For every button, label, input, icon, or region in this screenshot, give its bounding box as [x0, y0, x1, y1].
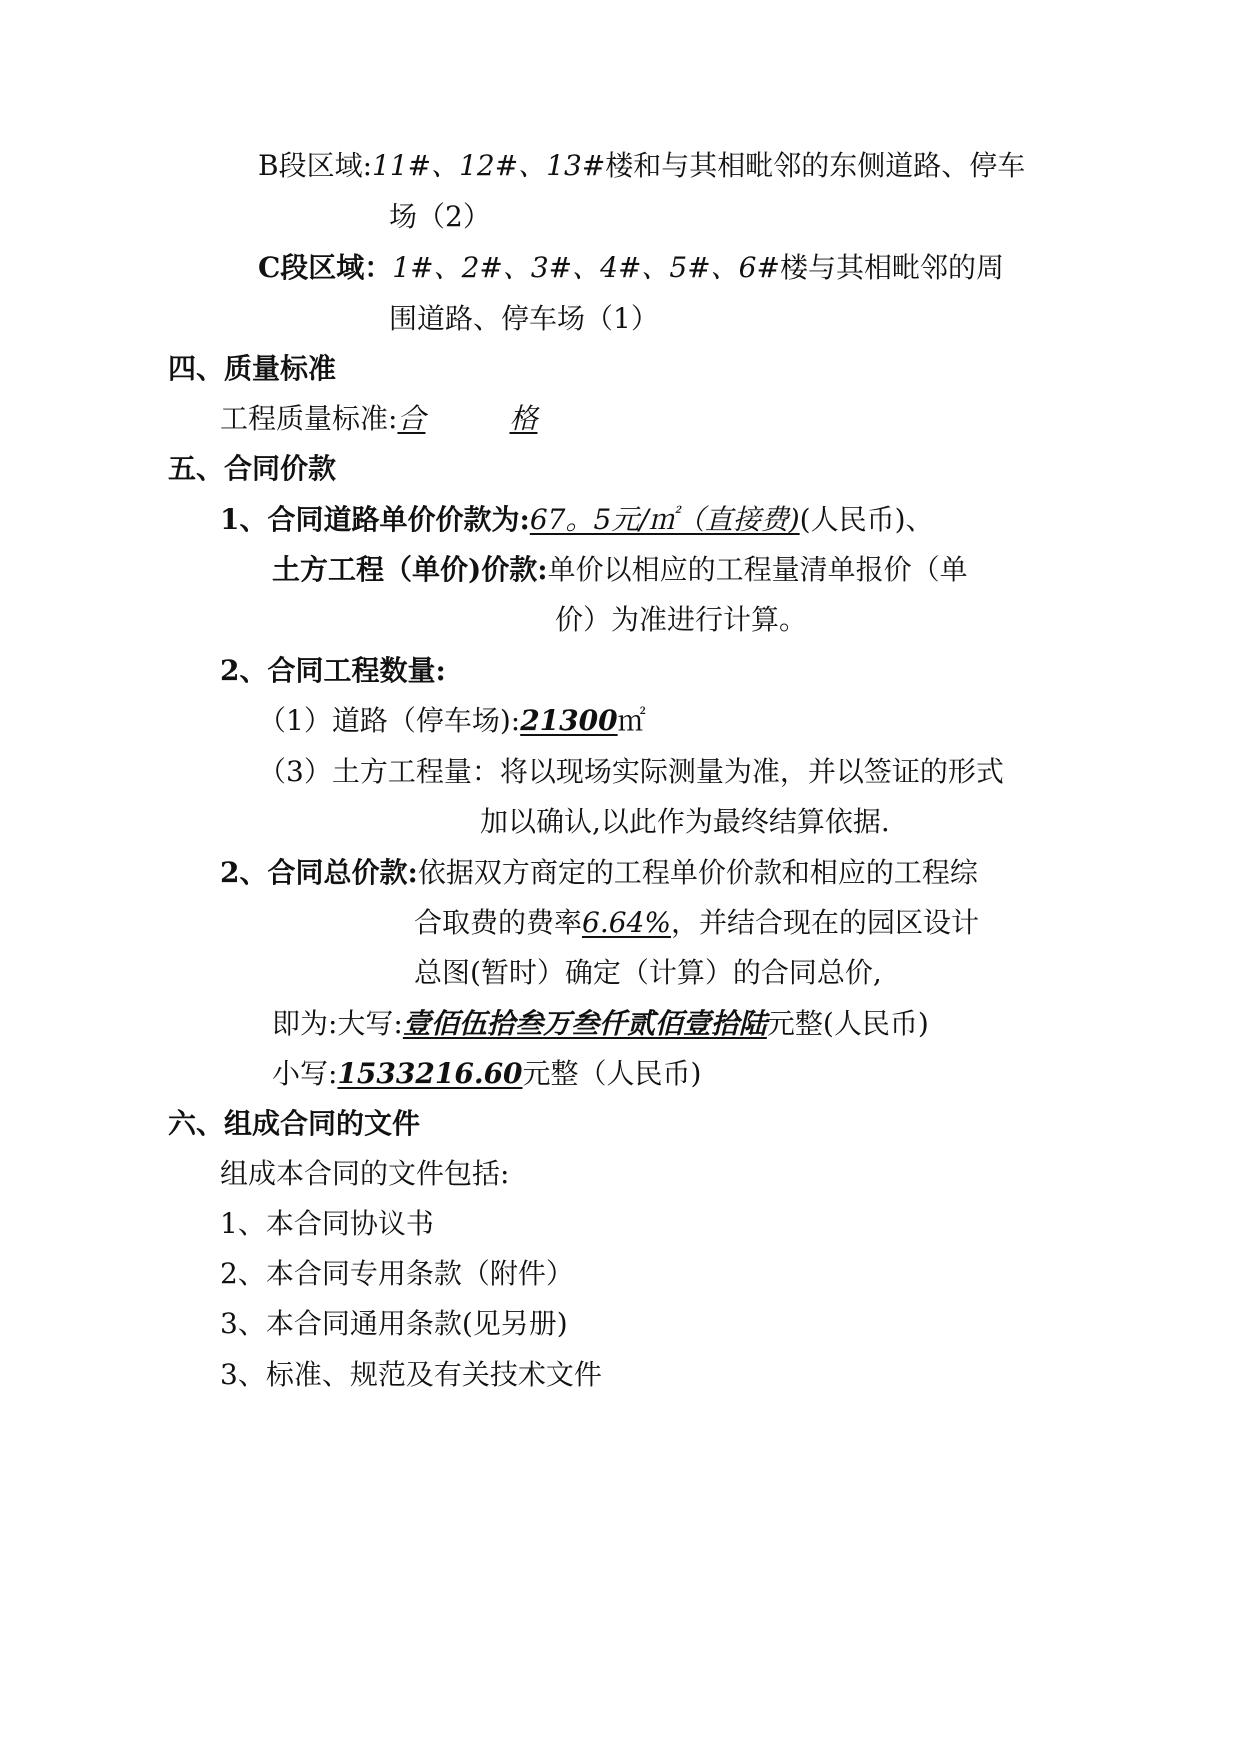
road-unit-price-suffix: (人民币)、: [799, 503, 934, 536]
total-price-rate-line: 合取费的费率6.64%，并结合现在的园区设计: [414, 906, 979, 939]
scope-b-buildings: 11#、12#、13#: [372, 149, 606, 182]
road-quantity-label: （1）道路（停车场):: [258, 704, 521, 737]
amount-in-figures-value: 1533216.60: [337, 1057, 523, 1090]
quality-standard-line: [220, 399, 537, 439]
scope-c-label: C段区域：: [258, 251, 393, 284]
road-unit-price-line: [220, 500, 934, 540]
quality-standard-value: 合 格: [397, 402, 538, 435]
scope-b-line: [258, 146, 1025, 186]
amount-in-figures-suffix: 元整（人民币): [522, 1057, 702, 1090]
list-item: 1、本合同协议书: [220, 1207, 434, 1240]
list-item: 2、本合同专用条款（附件）: [220, 1257, 574, 1290]
amount-in-words-line: [272, 1004, 929, 1044]
scope-b-continuation: 场（2）: [389, 200, 491, 233]
road-quantity-unit: ㎡: [617, 704, 646, 737]
scope-c-text: 楼与其相毗邻的周: [779, 251, 1004, 284]
earthwork-quantity-line: （3）土方工程量：将以现场实际测量为准，并以签证的形式: [258, 755, 1004, 788]
section-4-heading: 四、质量标准: [168, 352, 337, 385]
documents-intro: 组成本合同的文件包括:: [220, 1157, 510, 1190]
scope-b-text: 楼和与其相毗邻的东侧道路、停车: [605, 149, 1026, 182]
earthwork-price-continuation: 价）为准进行计算。: [555, 603, 808, 636]
section-6-heading: 六、组成合同的文件: [168, 1107, 421, 1140]
quantity-heading: 2、合同工程数量:: [220, 654, 446, 687]
fee-rate-value: 6.64%: [582, 906, 671, 939]
amount-in-figures-label: 小写:: [272, 1057, 338, 1090]
scope-b-label: B段区域:: [258, 149, 373, 182]
amount-in-figures-line: [272, 1054, 701, 1094]
road-unit-price-label: 1、合同道路单价价款为:: [220, 503, 530, 536]
road-quantity-value: 21300: [520, 704, 618, 737]
amount-in-words-label: 即为:大写:: [272, 1007, 403, 1040]
list-item: 3、本合同通用条款(见另册): [220, 1307, 568, 1340]
amount-in-words-value: 壹佰伍拾叁万叁仟贰佰壹拾陆: [402, 1007, 767, 1040]
earthwork-price-label: 土方工程（单价)价款:: [272, 553, 548, 586]
scope-c-buildings: 1#、2#、3#、4#、5#、6#: [392, 251, 780, 284]
road-quantity-line: [258, 701, 646, 741]
quality-standard-label: 工程质量标准:: [220, 402, 398, 435]
total-price-line: [220, 853, 978, 893]
scope-c-line: [258, 248, 1004, 288]
earthwork-price-line: [272, 550, 968, 590]
total-price-continuation: 总图(暂时）确定（计算）的合同总价,: [414, 956, 882, 989]
amount-in-words-suffix: 元整(人民币): [766, 1007, 929, 1040]
earthwork-price-text: 单价以相应的工程量清单报价（单: [547, 553, 968, 586]
earthwork-quantity-continuation: 加以确认,以此作为最终结算依据.: [480, 805, 890, 838]
total-price-text: 依据双方商定的工程单价价款和相应的工程综: [417, 856, 978, 889]
list-item: 3、标准、规范及有关技术文件: [220, 1358, 602, 1391]
road-unit-price-value: 67。5元/㎡（直接费): [529, 503, 800, 536]
scope-c-continuation: 围道路、停车场（1）: [389, 302, 659, 335]
total-price-label: 2、合同总价款:: [220, 856, 418, 889]
section-5-heading: 五、合同价款: [168, 452, 337, 485]
